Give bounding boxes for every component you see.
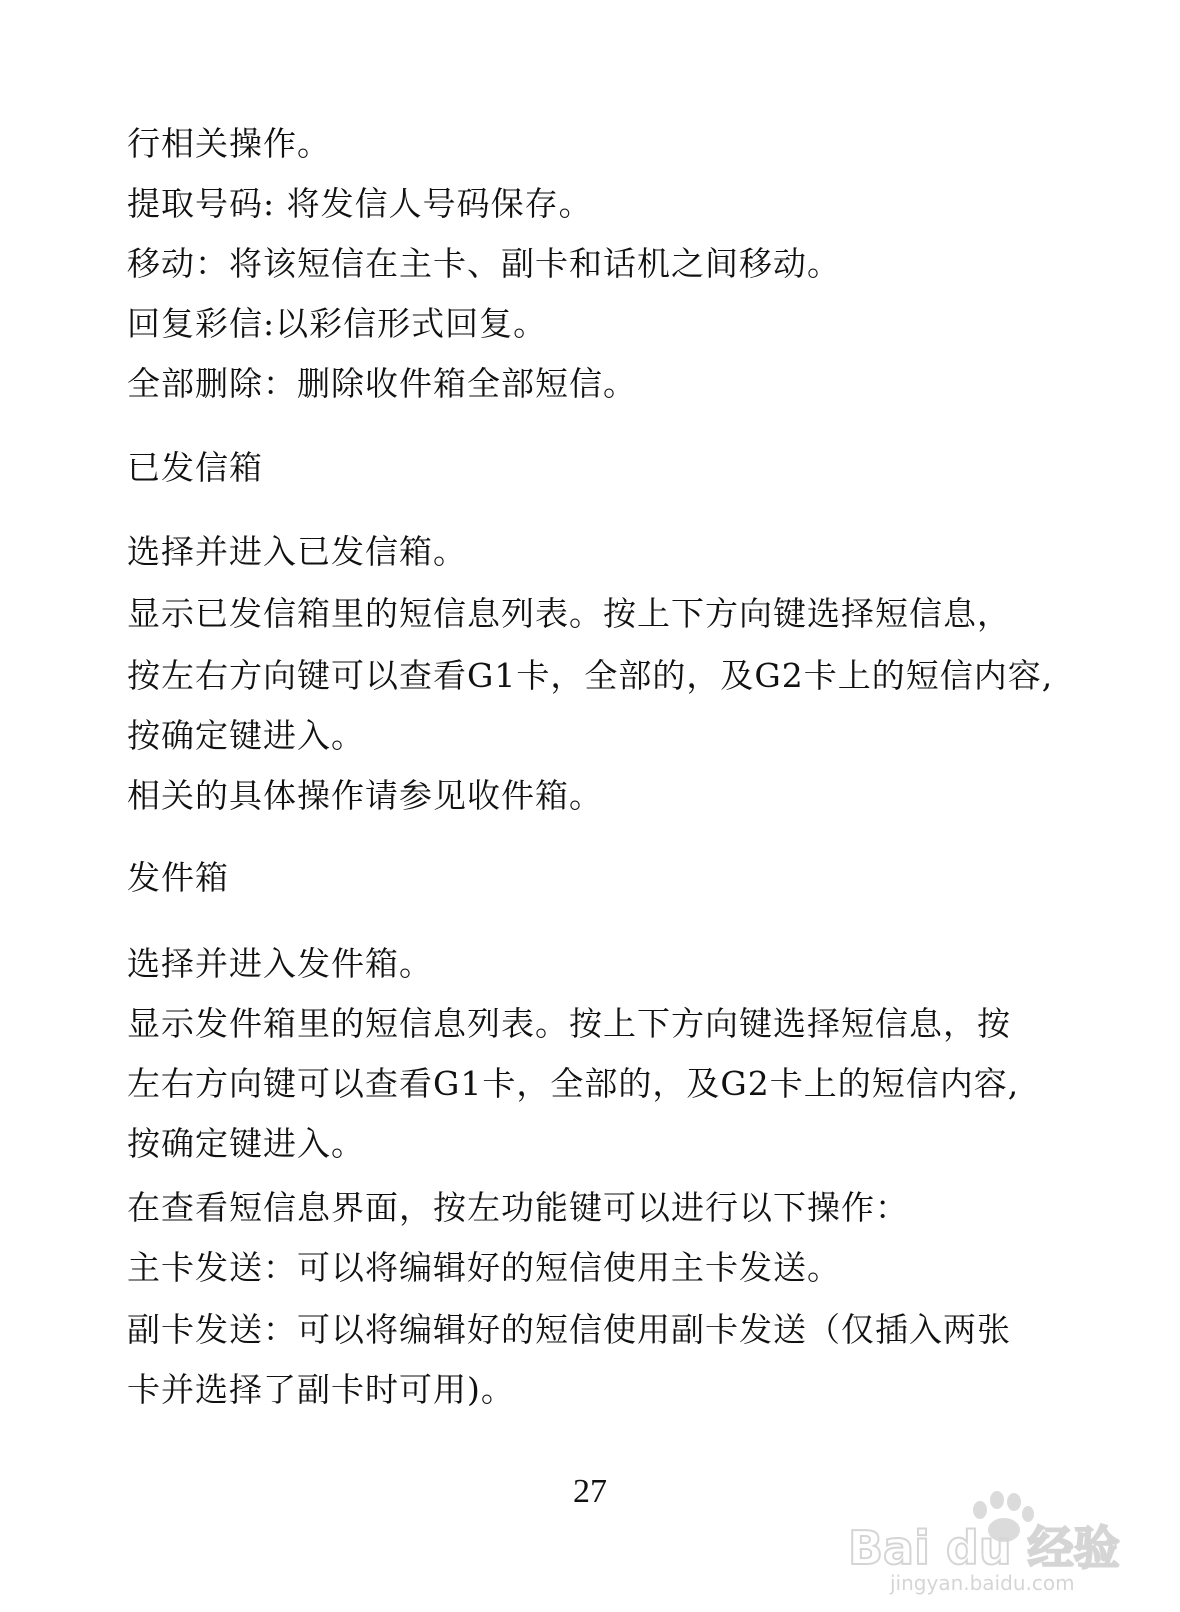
text-line: 相关的具体操作请参见收件箱。 [127,776,603,815]
text-line: 选择并进入已发信箱。 [127,532,467,571]
text-line: 在查看短信息界面，按左功能键可以进行以下操作： [127,1188,909,1227]
text-line: 左右方向键可以查看G1卡，全部的，及G2卡上的短信内容, [127,1064,1020,1103]
text-line: 卡并选择了副卡时可用)。 [127,1370,515,1409]
text-line: 提取号码: 将发信人号码保存。 [127,184,593,223]
text-line: 副卡发送：可以将编辑好的短信使用副卡发送（仅插入两张 [127,1310,1011,1349]
text-line: 按左右方向键可以查看G1卡，全部的，及G2卡上的短信内容, [127,656,1054,695]
watermark-brand: Bai du 经验 [848,1521,1120,1575]
watermark-graphic [848,1478,1138,1596]
page-number: 27 [573,1473,607,1510]
text-line: 行相关操作。 [127,124,331,163]
text-line: 全部删除：删除收件箱全部短信。 [127,364,637,403]
text-line: 按确定键进入。 [127,716,365,755]
text-line: 主卡发送：可以将编辑好的短信使用主卡发送。 [127,1248,841,1287]
text-line: 移动：将该短信在主卡、副卡和话机之间移动。 [127,244,841,283]
text-line: 显示发件箱里的短信息列表。按上下方向键选择短信息，按 [127,1004,1011,1043]
text-line: 选择并进入发件箱。 [127,944,433,983]
baidu-jingyan-watermark [848,1478,1138,1596]
text-line: 按确定键进入。 [127,1124,365,1163]
text-line: 回复彩信:以彩信形式回复。 [127,304,548,343]
watermark-url: jingyan.baidu.com [890,1571,1075,1595]
text-line: 显示已发信箱里的短信息列表。按上下方向键选择短信息， [127,594,1011,633]
section-heading: 发件箱 [127,858,229,897]
section-heading: 已发信箱 [127,448,263,487]
